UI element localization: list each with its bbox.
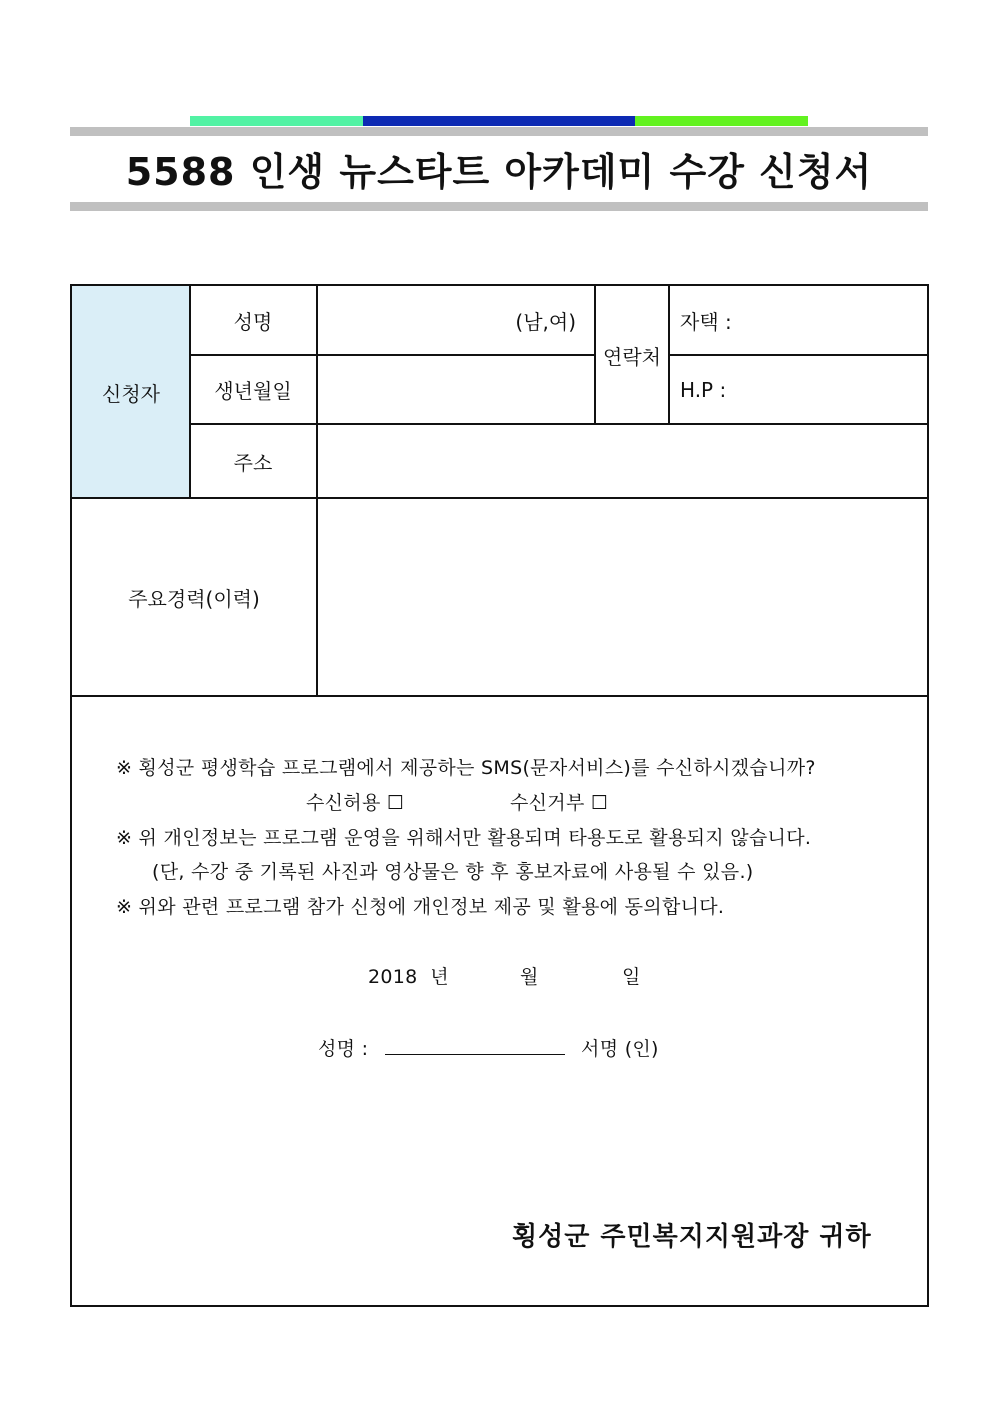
divider xyxy=(72,695,929,697)
recipient-line: 횡성군 주민복지지원과장 귀하 xyxy=(512,1222,872,1252)
sms-consent-question: ※ 횡성군 평생학습 프로그램에서 제공하는 SMS(문자서비스)를 수신하시겠습니까? xyxy=(116,757,816,779)
mobile-label: H.P : xyxy=(680,377,727,402)
name-field[interactable] xyxy=(318,286,594,355)
applicant-cell xyxy=(72,286,190,498)
signature-sign-label: 서명 (인) xyxy=(581,1038,659,1060)
consent-statement: ※ 위와 관련 프로그램 참가 신청에 개인정보 제공 및 활용에 동의합니다. xyxy=(116,896,725,918)
title-top-rule xyxy=(70,127,928,136)
applicant-label: 신청자 xyxy=(102,381,160,406)
home-phone-field[interactable] xyxy=(670,286,929,355)
privacy-notice: ※ 위 개인정보는 프로그램 운영을 위해서만 활용되며 타용도로 활용되지 않습니다. xyxy=(116,827,812,849)
accent-bar-green xyxy=(190,116,363,126)
career-label: 주요경력(이력) xyxy=(128,586,260,611)
birth-field[interactable] xyxy=(318,356,594,423)
signature-name-label: 성명 : xyxy=(318,1038,369,1060)
accent-bar-lime xyxy=(635,116,808,126)
date-month: 월 xyxy=(520,966,539,988)
birth-label: 생년월일 xyxy=(214,379,292,403)
title-bottom-rule xyxy=(70,202,928,211)
mobile-field[interactable] xyxy=(670,356,929,423)
application-form xyxy=(70,284,929,1307)
sms-reject-option[interactable]: 수신거부 ☐ xyxy=(510,792,609,814)
career-field[interactable] xyxy=(318,499,929,695)
name-label-cell xyxy=(190,286,316,355)
name-label: 성명 xyxy=(233,310,273,334)
privacy-note: (단, 수강 중 기록된 사진과 영상물은 향 후 홍보자료에 사용될 수 있음.) xyxy=(152,861,754,883)
address-field[interactable] xyxy=(318,425,929,497)
address-label-cell xyxy=(190,425,316,497)
career-label-cell xyxy=(72,499,316,695)
address-label: 주소 xyxy=(233,450,273,475)
year-value: 2018 xyxy=(368,966,418,988)
signature-row xyxy=(318,1032,659,1061)
signature-name-line[interactable] xyxy=(385,1032,565,1055)
year-unit: 년 xyxy=(430,966,449,988)
contact-label: 연락처 xyxy=(603,344,661,369)
date-year xyxy=(368,962,449,989)
contact-label-cell xyxy=(596,286,668,424)
home-phone-label: 자택 : xyxy=(680,310,732,334)
page-title: 5588 인생 뉴스타트 아카데미 수강 신청서 xyxy=(125,150,873,194)
gender-hint: (남,여) xyxy=(515,310,576,334)
birth-label-cell xyxy=(190,356,316,423)
sms-agree-option[interactable]: 수신허용 ☐ xyxy=(306,792,405,814)
accent-bar-blue xyxy=(363,116,635,126)
date-day: 일 xyxy=(622,966,641,988)
